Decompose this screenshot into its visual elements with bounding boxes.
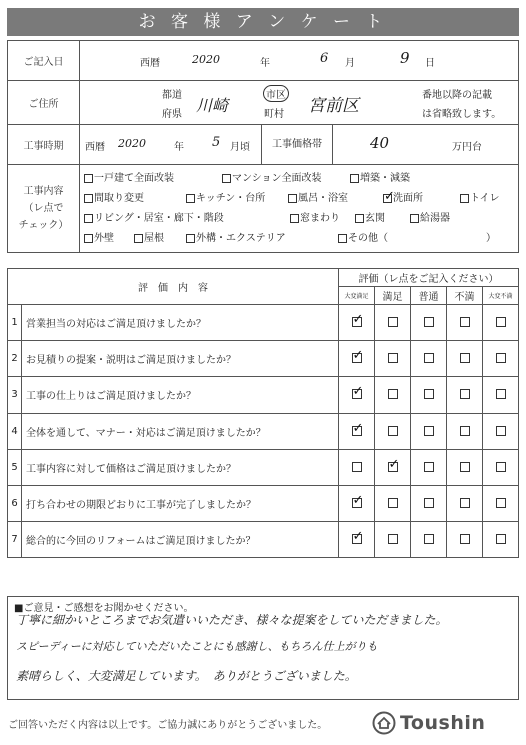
rating-checkbox[interactable] xyxy=(496,353,506,363)
rating-cell[interactable] xyxy=(339,305,375,341)
question-text: 工事の仕上りはご満足頂けましたか？ xyxy=(22,377,339,413)
house-logo-icon xyxy=(372,711,396,735)
date-year-value: 2020 xyxy=(192,53,220,66)
date-day-unit: 日 xyxy=(425,58,435,69)
check-mark-icon: ✓ xyxy=(384,188,395,204)
period-cell[interactable] xyxy=(80,125,519,165)
rating-cell[interactable] xyxy=(483,449,519,485)
work-item-checkbox[interactable] xyxy=(410,214,419,223)
work-item[interactable] xyxy=(338,229,388,244)
rating-cell[interactable] xyxy=(411,413,447,449)
period-year-value: 2020 xyxy=(118,137,146,150)
rating-checkbox[interactable] xyxy=(460,353,470,363)
rating-checkbox[interactable] xyxy=(388,353,398,363)
rating-cell[interactable] xyxy=(447,341,483,377)
period-month-value: 5 xyxy=(212,135,221,150)
rating-checkbox[interactable] xyxy=(388,534,398,544)
rating-cell[interactable] xyxy=(339,522,375,558)
question-row xyxy=(8,305,519,341)
question-text: 全体を通して、マナー・対応はご満足頂けましたか？ xyxy=(22,413,339,449)
work-item[interactable] xyxy=(410,209,450,224)
address-note-2: は省略致します。 xyxy=(422,109,502,120)
date-month-value: 6 xyxy=(320,51,329,66)
rating-cell[interactable] xyxy=(375,305,411,341)
rating-cell[interactable] xyxy=(375,341,411,377)
work-item[interactable] xyxy=(186,189,265,204)
period-row xyxy=(8,125,519,165)
rating-cell[interactable] xyxy=(447,522,483,558)
work-item-label: 間取り変更 xyxy=(94,193,144,204)
rating-cell[interactable] xyxy=(447,449,483,485)
work-item[interactable] xyxy=(383,189,423,204)
rating-cell[interactable] xyxy=(339,413,375,449)
rating-checkbox[interactable] xyxy=(352,529,364,545)
rating-checkbox[interactable] xyxy=(388,498,398,508)
rating-cell[interactable] xyxy=(375,413,411,449)
question-number: 7 xyxy=(8,522,22,558)
work-item-checkbox[interactable] xyxy=(460,194,469,203)
question-text: お見積りの提案・説明はご満足頂けましたか？ xyxy=(22,341,339,377)
question-row xyxy=(8,449,519,485)
rating-cell[interactable] xyxy=(411,485,447,521)
work-item-label: 窓まわり xyxy=(300,213,340,224)
question-row xyxy=(8,341,519,377)
rating-checkbox[interactable] xyxy=(496,462,506,472)
question-text: 総合的に今回のリフォームはご満足頂けましたか？ xyxy=(22,522,339,558)
work-item-label: 洗面所 xyxy=(393,193,423,204)
rating-label: 大変不満 xyxy=(483,287,519,305)
rating-cell[interactable] xyxy=(411,377,447,413)
question-number: 3 xyxy=(8,377,22,413)
work-item[interactable] xyxy=(350,169,410,184)
rating-checkbox[interactable] xyxy=(388,389,398,399)
work-label-line-3: チェック） xyxy=(18,220,69,231)
rating-checkbox[interactable] xyxy=(352,312,364,328)
rating-checkbox[interactable] xyxy=(388,456,400,472)
rating-checkbox[interactable] xyxy=(352,462,362,472)
rating-checkbox[interactable] xyxy=(388,317,398,327)
rating-checkbox[interactable] xyxy=(424,498,434,508)
check-mark-icon: ✓ xyxy=(352,348,364,364)
rating-header: 評価（レ点をご記入ください） xyxy=(339,269,519,287)
question-number: 5 xyxy=(8,449,22,485)
work-item-label: 給湯器 xyxy=(420,213,450,224)
rating-checkbox[interactable] xyxy=(460,462,470,472)
address-row xyxy=(8,81,519,125)
work-item[interactable] xyxy=(84,169,174,184)
work-item-checkbox[interactable] xyxy=(84,174,93,183)
question-row xyxy=(8,522,519,558)
rating-cell[interactable] xyxy=(411,305,447,341)
footer-thanks: ご回答いただく内容は以上です。ご協力誠にありがとうございました。 xyxy=(8,720,328,731)
rating-cell[interactable] xyxy=(339,341,375,377)
rating-checkbox[interactable] xyxy=(424,534,434,544)
rating-cell[interactable] xyxy=(483,485,519,521)
rating-checkbox[interactable] xyxy=(352,493,364,509)
opinion-line-3: 素晴らしく、大変満足しています。 ありがとうございました。 xyxy=(16,669,357,683)
question-row xyxy=(8,485,519,521)
rating-cell[interactable] xyxy=(375,377,411,413)
work-item-checkbox[interactable] xyxy=(84,234,93,243)
rating-checkbox[interactable] xyxy=(424,426,434,436)
work-item-label: その他（ xyxy=(348,233,388,244)
address-fuken: 府県 xyxy=(162,109,182,120)
address-town-son: 町村 xyxy=(264,109,284,120)
rating-cell[interactable] xyxy=(411,522,447,558)
work-item-label: 外壁 xyxy=(94,233,114,244)
date-row xyxy=(8,41,519,81)
check-mark-icon: ✓ xyxy=(352,384,364,400)
rating-checkbox[interactable] xyxy=(460,534,470,544)
rating-checkbox[interactable] xyxy=(496,389,506,399)
address-ward-value: 宮前区 xyxy=(308,96,359,116)
rating-checkbox[interactable] xyxy=(460,426,470,436)
work-item-checkbox[interactable] xyxy=(383,188,395,204)
check-mark-icon: ✓ xyxy=(352,420,364,436)
work-item-checkbox[interactable] xyxy=(288,194,297,203)
work-item-checkbox[interactable] xyxy=(134,234,143,243)
question-text: 打ち合わせの期限どおりに工事が完了しましたか？ xyxy=(22,485,339,521)
question-row xyxy=(8,413,519,449)
work-item-checkbox[interactable] xyxy=(290,214,299,223)
price-label: 工事価格帯 xyxy=(261,125,333,164)
work-label-line-2: （レ点で xyxy=(23,203,64,214)
other-close-paren: ） xyxy=(486,233,496,244)
rating-cell[interactable] xyxy=(339,485,375,521)
work-item-label: 外構・エクステリア xyxy=(196,233,286,244)
work-item-label: 風呂・浴室 xyxy=(298,193,348,204)
rating-checkbox[interactable] xyxy=(496,534,506,544)
check-mark-icon: ✓ xyxy=(352,529,364,545)
satisfaction-table xyxy=(7,268,519,558)
question-text: 工事内容に対して価格はご満足頂けましたか？ xyxy=(22,449,339,485)
period-era: 西暦 xyxy=(85,142,105,153)
work-label-line-1: 工事内容 xyxy=(23,186,64,197)
rating-cell[interactable] xyxy=(339,449,375,485)
rating-checkbox[interactable] xyxy=(352,420,364,436)
address-label: ご住所 xyxy=(8,81,80,125)
price-value: 40 xyxy=(370,134,390,152)
address-cell[interactable] xyxy=(80,81,519,125)
date-month-unit: 月 xyxy=(345,58,355,69)
rating-checkbox[interactable] xyxy=(496,317,506,327)
rating-cell[interactable] xyxy=(375,522,411,558)
address-note-1: 番地以降の記載 xyxy=(422,90,492,101)
rating-cell[interactable] xyxy=(447,377,483,413)
rating-checkbox[interactable] xyxy=(496,426,506,436)
rating-checkbox[interactable] xyxy=(424,462,434,472)
rating-checkbox[interactable] xyxy=(496,498,506,508)
opinion-heading: ■ご意見・ご感想をお聞かせください。 xyxy=(14,603,194,614)
work-item-checkbox[interactable] xyxy=(186,194,195,203)
work-item[interactable] xyxy=(134,229,164,244)
rating-cell[interactable] xyxy=(483,305,519,341)
work-item-checkbox[interactable] xyxy=(350,174,359,183)
date-label: ご記入日 xyxy=(8,41,80,81)
work-item[interactable] xyxy=(186,229,286,244)
rating-checkbox[interactable] xyxy=(460,317,470,327)
work-item[interactable] xyxy=(288,189,348,204)
address-todo: 都道 xyxy=(162,90,182,101)
question-row xyxy=(8,377,519,413)
logo-text: Toushin xyxy=(400,712,486,734)
question-number: 1 xyxy=(8,305,22,341)
rating-cell[interactable] xyxy=(483,377,519,413)
rating-label: 満足 xyxy=(375,287,411,305)
work-item[interactable] xyxy=(460,189,500,204)
question-text: 営業担当の対応はご満足頂けましたか？ xyxy=(22,305,339,341)
work-items-cell xyxy=(80,165,519,253)
work-item[interactable] xyxy=(84,209,224,224)
work-item[interactable] xyxy=(84,229,114,244)
rating-cell[interactable] xyxy=(447,413,483,449)
work-item-checkbox[interactable] xyxy=(186,234,195,243)
rating-cell[interactable] xyxy=(411,449,447,485)
rating-label: 不満 xyxy=(447,287,483,305)
rating-cell[interactable] xyxy=(375,449,411,485)
rating-checkbox[interactable] xyxy=(460,389,470,399)
rating-checkbox[interactable] xyxy=(424,389,434,399)
survey-header-row xyxy=(8,269,519,287)
rating-label: 大変満足 xyxy=(339,287,375,305)
period-label: 工事時期 xyxy=(8,125,80,165)
customer-info-table xyxy=(7,40,519,253)
period-year-unit: 年 xyxy=(174,142,184,153)
work-item-checkbox[interactable] xyxy=(338,234,347,243)
opinion-box[interactable] xyxy=(7,596,519,700)
survey-col-header: 評 価 内 容 xyxy=(8,269,339,305)
check-mark-icon: ✓ xyxy=(352,493,364,509)
rating-cell[interactable] xyxy=(483,341,519,377)
date-era: 西暦 xyxy=(140,58,160,69)
period-month-unit: 月頃 xyxy=(230,142,250,153)
rating-cell[interactable] xyxy=(375,485,411,521)
work-item-label: リビング・居室・廊下・階段 xyxy=(94,213,224,224)
rating-cell[interactable] xyxy=(447,485,483,521)
work-item-checkbox[interactable] xyxy=(222,174,231,183)
rating-checkbox[interactable] xyxy=(460,498,470,508)
rating-checkbox[interactable] xyxy=(352,348,364,364)
rating-cell[interactable] xyxy=(411,341,447,377)
address-prefecture-value: 川崎 xyxy=(196,96,229,115)
work-item-label: 玄関 xyxy=(365,213,385,224)
question-number: 6 xyxy=(8,485,22,521)
rating-checkbox[interactable] xyxy=(424,317,434,327)
date-day-value: 9 xyxy=(400,49,410,67)
company-logo xyxy=(372,710,485,736)
work-item[interactable] xyxy=(290,209,340,224)
work-item-label: 屋根 xyxy=(144,233,164,244)
work-item-label: 一戸建て全面改装 xyxy=(94,173,174,184)
opinion-line-2: スピーディーに対応していただいたことにも感謝し、もちろん仕上がりも xyxy=(16,640,378,653)
work-item-label: キッチン・台所 xyxy=(196,193,266,204)
rating-checkbox[interactable] xyxy=(352,384,364,400)
check-mark-icon: ✓ xyxy=(352,312,364,328)
address-city-ku: 市区 xyxy=(263,85,289,102)
work-item[interactable] xyxy=(84,189,144,204)
work-row xyxy=(8,165,519,253)
rating-cell[interactable] xyxy=(483,522,519,558)
price-unit: 万円台 xyxy=(452,142,482,153)
opinion-line-1: 丁寧に細かいところまでお気遣いいただき、様々な提案をしていただきました。 xyxy=(16,613,448,627)
rating-checkbox[interactable] xyxy=(424,353,434,363)
work-item-checkbox[interactable] xyxy=(84,214,93,223)
rating-cell[interactable] xyxy=(483,413,519,449)
work-item-label: マンション全面改装 xyxy=(232,173,322,184)
rating-cell[interactable] xyxy=(339,377,375,413)
rating-label: 普通 xyxy=(411,287,447,305)
work-label xyxy=(8,165,80,253)
question-number: 4 xyxy=(8,413,22,449)
work-item[interactable] xyxy=(355,209,385,224)
rating-cell[interactable] xyxy=(447,305,483,341)
rating-checkbox[interactable] xyxy=(388,426,398,436)
date-cell[interactable] xyxy=(80,41,519,81)
form-title: お 客 様 ア ン ケ ー ト xyxy=(7,8,519,36)
work-item-label: トイレ xyxy=(470,193,500,204)
question-number: 2 xyxy=(8,341,22,377)
check-mark-icon: ✓ xyxy=(388,456,400,472)
work-item-label: 増築・減築 xyxy=(360,173,410,184)
date-year-unit: 年 xyxy=(260,58,270,69)
work-item[interactable] xyxy=(222,169,322,184)
work-item-checkbox[interactable] xyxy=(84,194,93,203)
work-item-checkbox[interactable] xyxy=(355,214,364,223)
